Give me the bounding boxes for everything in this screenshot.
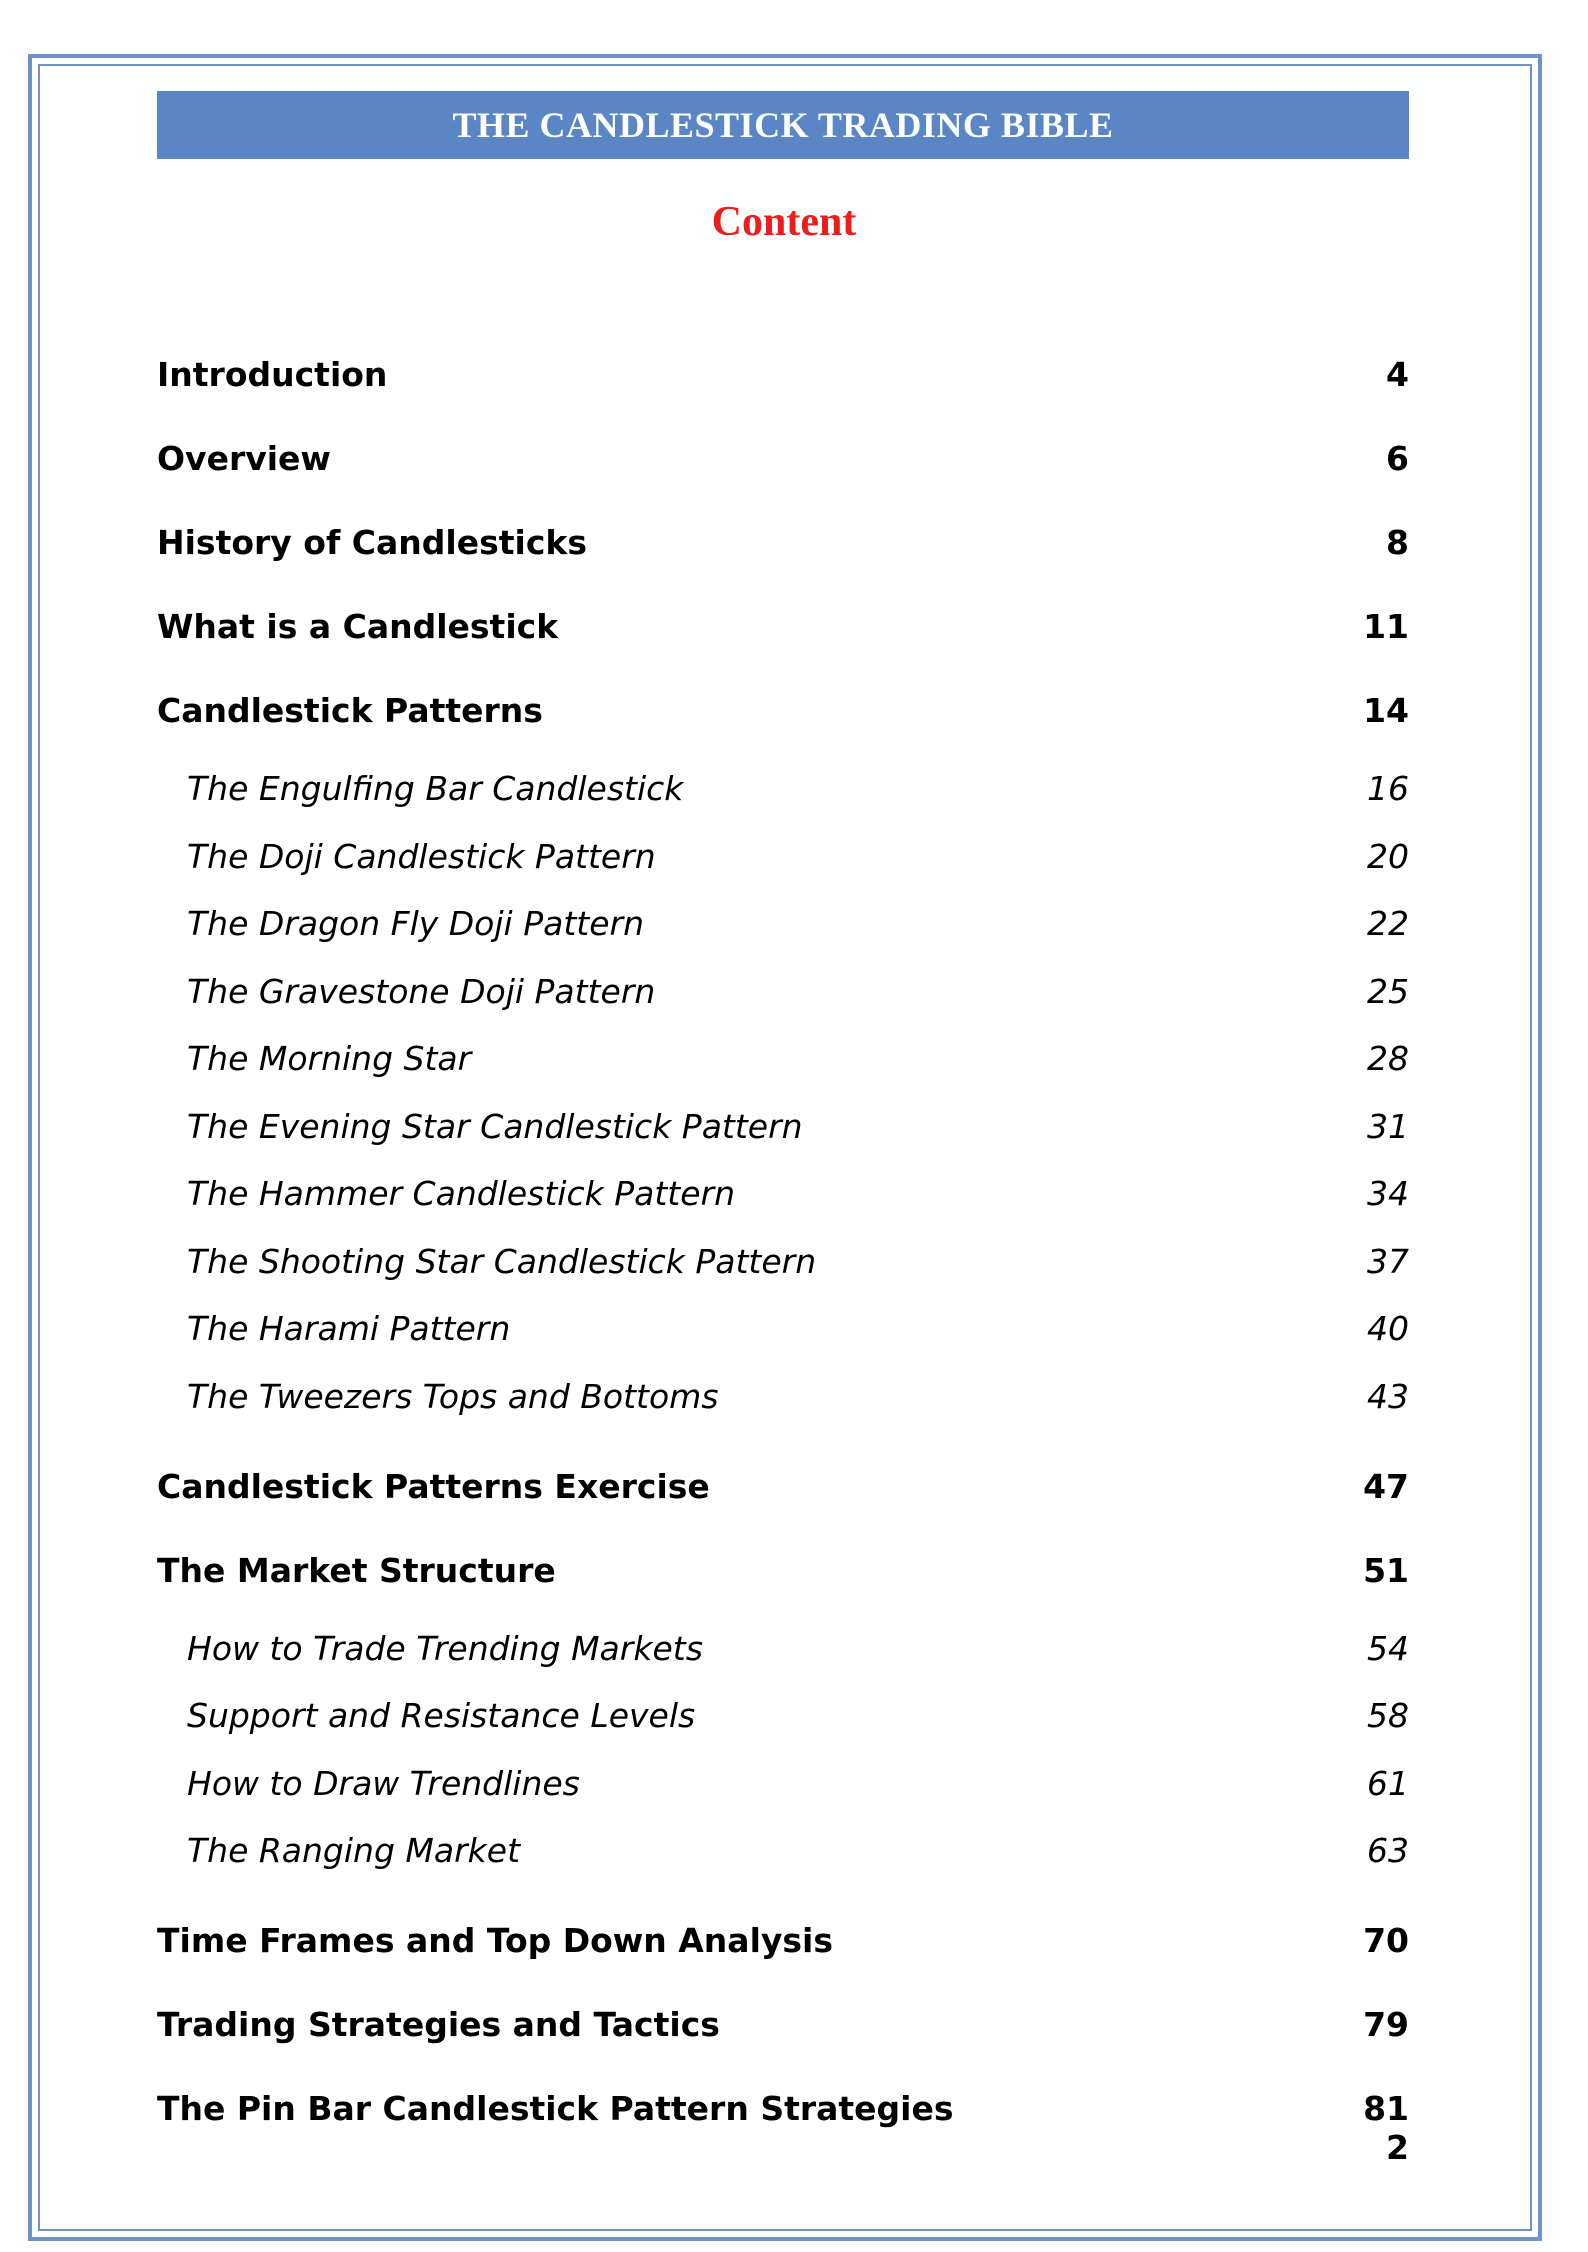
toc-entry-page: 61: [1367, 1763, 1409, 1803]
toc-entry-title: The Dragon Fly Doji Pattern: [187, 904, 644, 943]
toc-entry-title: The Pin Bar Candlestick Pattern Strategies: [157, 2089, 954, 2128]
toc-entry-title: The Tweezers Tops and Bottoms: [187, 1376, 719, 1416]
toc-entry-page: 16: [1367, 769, 1409, 808]
toc-entry-title: The Ranging Market: [187, 1831, 521, 1870]
toc-entry-page: 47: [1363, 1466, 1409, 1506]
toc-entry-title: The Harami Pattern: [187, 1309, 511, 1348]
toc-entry-title: How to Draw Trendlines: [187, 1763, 580, 1803]
toc-entry-page: 51: [1363, 1550, 1409, 1590]
toc-entry-page: 22: [1367, 904, 1409, 943]
toc-entry-title: The Evening Star Candlestick Pattern: [187, 1106, 803, 1146]
toc-entry[interactable]: [157, 592, 1409, 676]
toc-entry[interactable]: [157, 2074, 1409, 2158]
toc-entry-title: The Doji Candlestick Pattern: [187, 836, 656, 876]
toc-entry[interactable]: [157, 760, 1409, 828]
toc-entry[interactable]: [157, 1687, 1409, 1755]
toc-entry-page: 63: [1367, 1831, 1409, 1870]
toc-entry[interactable]: [157, 963, 1409, 1031]
toc-entry-title: The Shooting Star Candlestick Pattern: [187, 1241, 817, 1281]
toc-entry[interactable]: [157, 1165, 1409, 1233]
toc-entry-page: 58: [1367, 1696, 1409, 1735]
toc-entry-page: 54: [1367, 1628, 1409, 1668]
toc-entry-title: The Hammer Candlestick Pattern: [187, 1174, 735, 1213]
toc-entry[interactable]: [157, 1300, 1409, 1368]
toc-entry[interactable]: [157, 1452, 1409, 1536]
toc-entry-page: 14: [1363, 691, 1409, 730]
toc-entry-page: 25: [1367, 971, 1409, 1011]
toc-entry[interactable]: [157, 1822, 1409, 1906]
toc-entry[interactable]: [157, 895, 1409, 963]
toc-entry-page: 34: [1367, 1174, 1409, 1213]
toc-entry-title: Trading Strategies and Tactics: [157, 2005, 720, 2044]
toc-entry[interactable]: [157, 828, 1409, 896]
toc-entry-title: Introduction: [157, 355, 388, 394]
header-banner: [157, 91, 1409, 159]
toc-entry-page: 37: [1367, 1241, 1409, 1281]
toc-entry-title: The Market Structure: [157, 1550, 556, 1590]
toc-entry-title: Overview: [157, 439, 331, 478]
toc-entry[interactable]: [157, 1536, 1409, 1620]
toc-entry-page: 70: [1363, 1921, 1409, 1960]
toc-entry-title: Candlestick Patterns: [157, 691, 543, 730]
toc-entry-title: Candlestick Patterns Exercise: [157, 1466, 710, 1506]
toc-entry-title: Support and Resistance Levels: [187, 1696, 696, 1735]
toc-entry-page: 20: [1367, 836, 1409, 876]
toc-entry[interactable]: [157, 424, 1409, 508]
toc-entry[interactable]: [157, 1990, 1409, 2074]
toc-entry[interactable]: [157, 340, 1409, 424]
book-title: THE CANDLESTICK TRADING BIBLE: [452, 105, 1114, 145]
toc-entry-page: 4: [1386, 355, 1409, 394]
toc-entry-title: What is a Candlestick: [157, 607, 559, 646]
toc-entry-page: 81: [1363, 2089, 1409, 2128]
toc-entry[interactable]: [157, 1030, 1409, 1098]
toc-entry-title: How to Trade Trending Markets: [187, 1628, 703, 1668]
toc-entry[interactable]: [157, 676, 1409, 760]
toc-entry-page: 31: [1367, 1106, 1409, 1146]
toc-entry[interactable]: [157, 1906, 1409, 1990]
table-of-contents: [157, 340, 1409, 2158]
toc-entry-page: 79: [1363, 2005, 1409, 2044]
page-number: 2: [1386, 2128, 1409, 2167]
toc-entry[interactable]: [157, 1755, 1409, 1823]
toc-entry-page: 8: [1386, 523, 1409, 562]
toc-entry-title: The Morning Star: [187, 1039, 472, 1078]
toc-entry[interactable]: [157, 1620, 1409, 1688]
toc-entry-title: The Engulfing Bar Candlestick: [187, 769, 684, 808]
content-heading: Content: [711, 199, 857, 245]
toc-entry-page: 40: [1367, 1309, 1409, 1348]
toc-entry-title: The Gravestone Doji Pattern: [187, 971, 656, 1011]
toc-entry-page: 28: [1367, 1039, 1409, 1078]
toc-entry[interactable]: [157, 508, 1409, 592]
toc-entry-page: 6: [1386, 439, 1409, 478]
toc-entry-title: Time Frames and Top Down Analysis: [157, 1921, 833, 1960]
toc-entry[interactable]: [157, 1233, 1409, 1301]
toc-entry[interactable]: [157, 1368, 1409, 1452]
toc-entry-page: 43: [1367, 1376, 1409, 1416]
toc-entry-page: 11: [1363, 607, 1409, 646]
toc-entry-title: History of Candlesticks: [157, 523, 587, 562]
toc-entry[interactable]: [157, 1098, 1409, 1166]
